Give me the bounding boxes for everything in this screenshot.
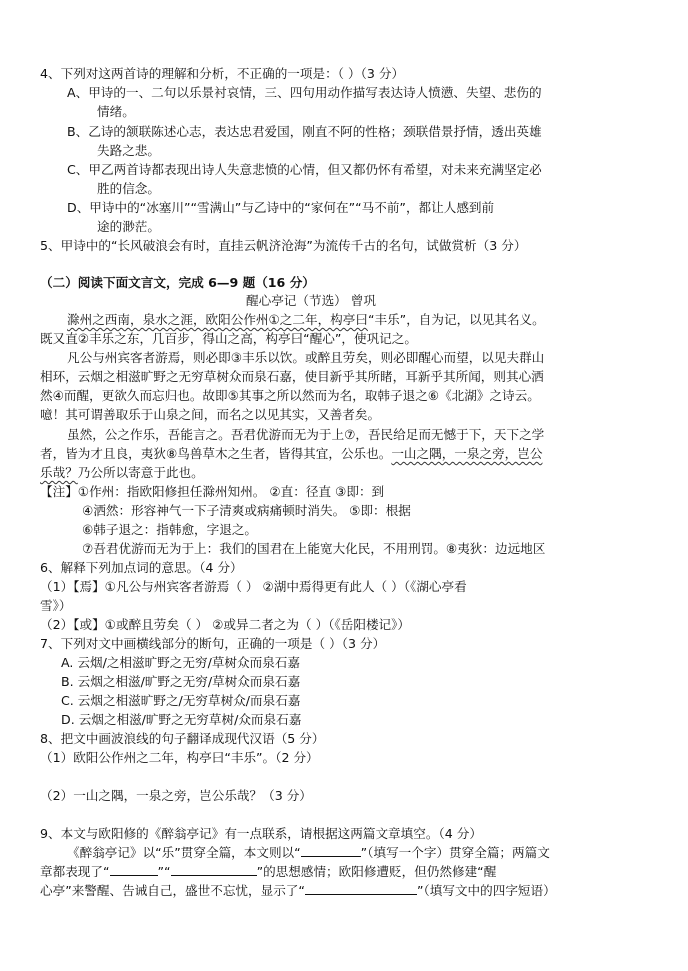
blank-four-char-phrase[interactable]: [305, 882, 417, 895]
passage-p1-line1: 滁州之西南，泉水之涯，欧阳公作州①之二年，构亭曰“丰乐”，自为记，以见其名义。: [67, 312, 545, 327]
q9-line3: 心亭”来警醒、告诫自己，盛世不忘忧，显示了“ ”（填写文中的四字短语）: [40, 883, 556, 898]
q6-line2: 雪》）: [40, 598, 72, 613]
passage-p3-line2: 者，皆为才且良，夷狄⑧鸟兽草木之生者，皆得其宜，公乐也。一山之隅，一泉之旁，岂公: [40, 446, 543, 461]
q7-option-c: C. 云烟之相滋旷野之/无穷草树众/而泉石嘉: [61, 693, 301, 708]
section-heading: （二）阅读下面文言文，完成 6—9 题（16 分）: [40, 275, 315, 290]
q4-option-b-cont: 失路之悲。: [97, 143, 160, 158]
q7-option-b: B. 云烟之相滋/旷野之无穷/草树众而泉石嘉: [61, 674, 301, 689]
wavy-sentence-2: 一山之隅，一泉之旁，岂公: [391, 446, 543, 461]
q4-option-b: B、乙诗的颔联陈述心志，表达忠君爱国，刚直不阿的性格；颈联借景抒情，透出英雄: [67, 124, 542, 139]
q7-stem: 7、下列对文中画横线部分的断句，正确的一项是（ ）（3 分）: [40, 636, 386, 651]
passage-p2-line3: 然④而醒，更欲久而忘归也。故即⑤其事之所以然而为名，取韩子退之⑥《北湖》之诗云。: [40, 388, 540, 403]
passage-p1-line2: 既又直②丰乐之东，几百步，得山之高，构亭曰“醒心”，使巩记之。: [40, 331, 417, 346]
note-line4: ⑦吾君优游而无为于上：我们的国君在上能宽大化民，不用刑罚。⑧夷狄：边远地区: [82, 541, 546, 556]
note-line1: 【注】①作州：指欧阳修担任滁州知州。 ②直：径直 ③即：到: [40, 484, 385, 499]
passage-p2-line1: 凡公与州宾客者游焉，则必即③丰乐以饮。或醉且劳矣，则必即醒心而望，以见夫群山: [67, 350, 545, 365]
q8-sentence2: （2）一山之隅，一泉之旁，岂公乐哉？（3 分）: [40, 788, 312, 803]
q9-line2: 章都表现了“ ”“ ”的思想感情；欧阳修遭贬，但仍然修建“醒: [40, 864, 497, 879]
q8-sentence1: （1）欧阳公作州之二年，构亭曰“丰乐”。（2 分）: [40, 750, 319, 765]
blank-feeling-1[interactable]: [110, 863, 158, 876]
q5-stem: 5、甲诗中的“长风破浪会有时，直挂云帆济沧海”为流传千古的名句，试做赏析（3 分）: [40, 238, 527, 253]
q4-option-a-cont: 情绪。: [97, 104, 135, 119]
q6-stem: 6、解释下列加点词的意思。（4 分）: [40, 560, 243, 575]
q7-option-d: D. 云烟之相滋/旷野之无穷草树/众而泉石嘉: [61, 712, 302, 727]
passage-p3-line3: 乐哉？乃公所以寄意于此也。: [40, 465, 204, 480]
wavy-sentence-1: 滁州之西南，泉水之涯，欧阳公作州①之二年，构亭曰: [67, 312, 368, 327]
q6-line1: （1）【焉】①凡公与州宾客者游焉（ ） ②湖中焉得更有此人（ ）（《湖心亭看: [40, 579, 467, 594]
passage-title: 醒心亭记（节选） 曾巩: [246, 293, 376, 308]
q4-option-d: D、甲诗中的“冰塞川”“雪满山”与乙诗中的“家何在”“马不前”，都让人感到前: [67, 200, 495, 215]
note-line3: ⑥韩子退之：指韩愈，字退之。: [82, 522, 258, 537]
q4-option-d-cont: 途的渺茫。: [97, 219, 160, 234]
passage-p2-line2: 相环，云烟之相滋旷野之无穷草树众而泉石嘉，使目新乎其所睹，耳新乎其所闻，则其心洒: [40, 369, 544, 384]
blank-feeling-2[interactable]: [171, 863, 257, 876]
q4-option-c-cont: 胜的信念。: [97, 181, 160, 196]
q9-stem: 9、本文与欧阳修的《醉翁亭记》有一点联系，请根据这两篇文章填空。（4 分）: [40, 826, 482, 841]
q4-option-a: A、甲诗的一、二句以乐景衬哀情，三、四句用动作描写表达诗人愤懑、失望、悲伤的: [67, 85, 542, 100]
wavy-sentence-2-cont: 乐哉？: [40, 465, 78, 480]
q8-stem: 8、把文中画波浪线的句子翻译成现代汉语（5 分）: [40, 731, 325, 746]
q7-option-a: A. 云烟/之相滋旷野之无穷/草树众而泉石嘉: [61, 655, 300, 670]
blank-one-char[interactable]: [301, 844, 361, 857]
q6-line3: （2）【或】①或醉且劳矣（ ） ②或异二者之为（ ）（《岳阳楼记》）: [40, 617, 411, 632]
passage-p3-line1: 虽然，公之作乐，吾能言之。吾君优游而无为于上⑦，吾民给足而无憾于下，天下之学: [67, 427, 545, 442]
q4-stem: 4、下列对这两首诗的理解和分析，不正确的一项是：（ ）（3 分）: [40, 66, 405, 81]
q4-option-c: C、甲乙两首诗都表现出诗人失意悲愤的心情，但又都仍怀有希望，对未来充满坚定必: [67, 162, 542, 177]
passage-p2-line4: 噫！其可谓善取乐于山泉之间，而名之以见其实，又善者矣。: [40, 407, 381, 422]
q9-line1: 《醉翁亭记》以“乐”贯穿全篇，本文则以“ ”（填写一个字）贯穿全篇；两篇文: [67, 845, 550, 860]
note-line2: ④洒然：形容神气一下子清爽或病痛顿时消失。 ⑤即：根据: [82, 503, 411, 518]
